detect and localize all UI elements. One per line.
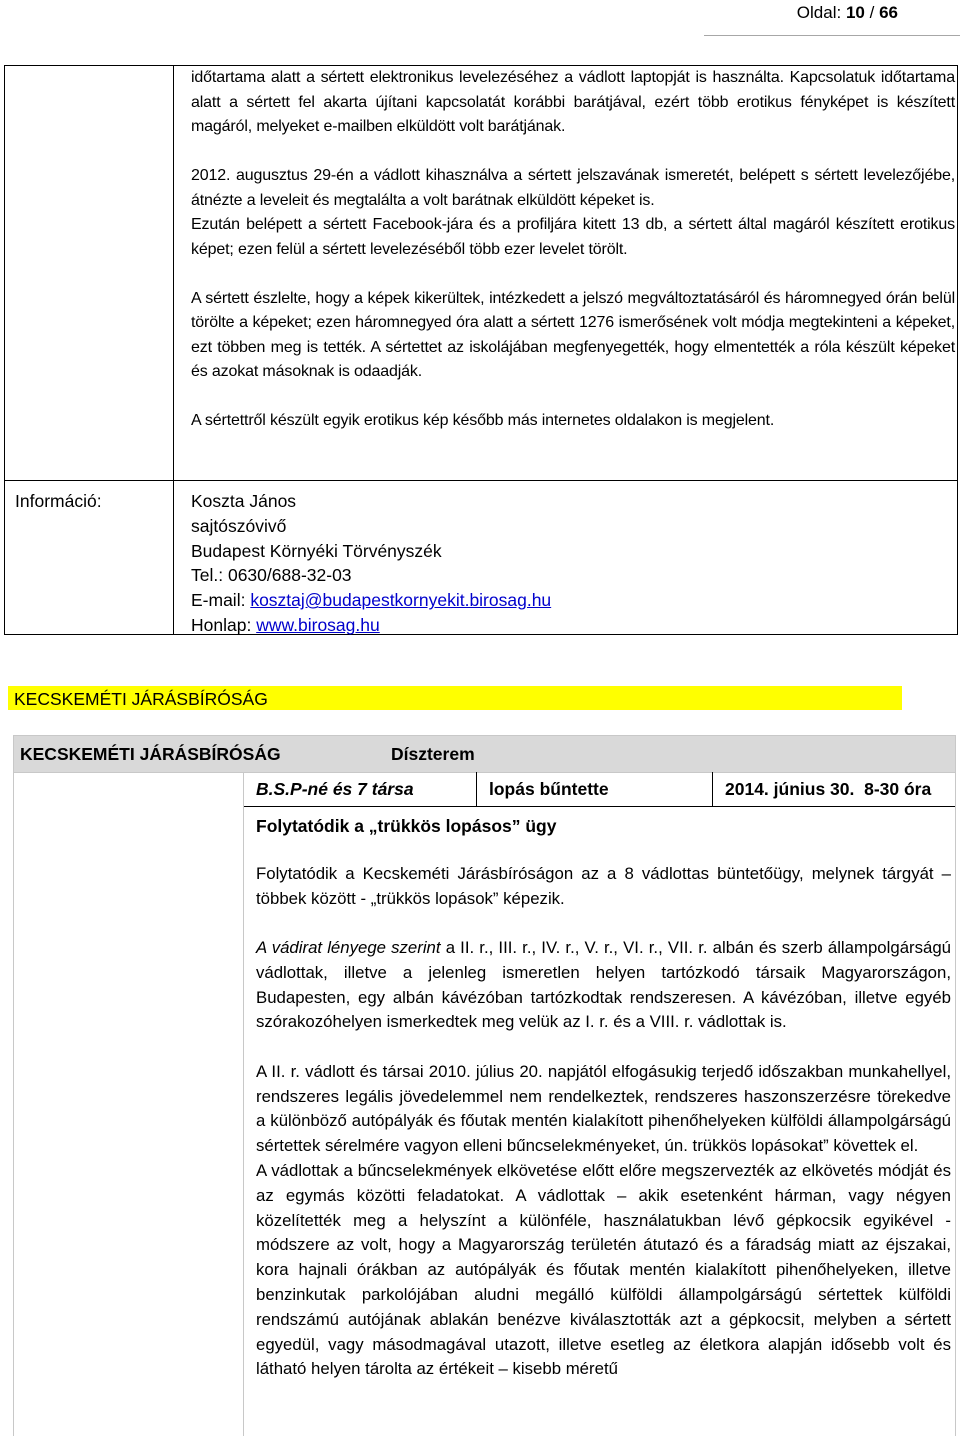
contact-info [191,489,551,638]
table-divider-vertical [173,66,174,634]
indictment-rest: a II. r., III. r., IV. r., V. r., VI. r., VII. r. albán és szerb állampolgárságú vádlottak, illetve a jelenleg ismeretlen helyen tartózkodó társaik Magyarországon, Budapesten, egy albán kávézóban tartózkodtak rendszeresen. A kávézóban, illetve egyéb szórakozóhelyen ismerkedtek meg velük az I. r. és a VIII. r. vádlottak is. [256,938,952,1032]
hearing-paragraph: A vádlottak a bűncselekmények elkövetése előtt előre megszervezték az elkövetés módját és az egymás közötti feladatokat. A vádlottak – akik esetenként hárman, vagy négyen közelítették meg a helyszínt a különféle, használatukban lévő gépkocsik egyikével - módszere az volt, hogy a Magyarország területén átutazó és a fáradság miatt az éjszakai, kora hajnali órákban az autópályák és főutak mentén kialakított pihenőhelyeken, illetve benzinkutak parkolójában aludni megálló külföldi állampolgárságú sértettek külföldi rendszámú autójának ablakán benézve kiválasztották azt a gépkocsit, melyben a sértett egyedül, vagy másodmagával utazott, illetve esetleg az életkora alapján idősebb volt és látható helyen tárolta az értékeit – kisebb méretű [256,1160,951,1379]
case-paragraph: 2012. augusztus 29-én a vádlott kihasználva a sértett jelszavának ismeretét, belépett s sértett levelezőjébe, átnézte a leveleit és megtalálta a volt barátnak elküldött képeket is. [191,167,955,209]
contact-role: sajtószóvivő [191,515,287,536]
case-paragraph: A sértettről készült egyik erotikus kép később más internetes oldalakon is megjelent. [191,412,775,429]
page-separator: / [869,3,875,22]
hearing-date: 2014. június 30. [725,779,855,799]
info-label: Információ: [15,491,102,511]
case-paragraph: Ezután belépett a sértett Facebook-jára és a profiljára kitett 13 db, a sértett által magáról készített erotikus képet; ezen felül a sértett levelezéséből több ezer levelet törölt. [191,216,955,258]
header-rule [704,35,960,36]
page-number [797,1,898,25]
hearing-divider [243,772,244,1436]
web-label: Honlap: [191,614,257,635]
case-paragraph: A sértett észlelte, hogy a képek kikerültek, intézkedett a jelszó megváltoztatásáról és háromnegyed órán belül törölte a képeket; ezen háromnegyed óra alatt a sértett 1276 ismerősének volt módja megtekinteni a képeket, ezt többen meg is tették. A sértettet az iskolájában megfenyegették, hogy elmentették a róla készült képeket és azokat másoknak is odaadják. [191,289,955,380]
contact-tel: Tel.: 0630/688-32-03 [191,565,352,586]
crime-cell [477,772,713,807]
hearing-intro: Folytatódik a Kecskeméti Járásbíróságon az a 8 vádlottas büntetőügy, melynek tárgyát – többek között - „trükkös lopások” képezik. [256,864,951,908]
email-link[interactable]: kosztaj@budapestkornyekit.birosag.hu [250,590,552,611]
hearing-case-row [244,772,955,808]
hearing-table [13,735,956,1436]
email-label: E-mail: [191,590,251,611]
section-banner-title: KECSKEMÉTI JÁRÁSBÍRÓSÁG [14,689,268,709]
hearing-court: KECSKEMÉTI JÁRÁSBÍRÓSÁG [20,744,281,764]
page-current: 10 [845,3,865,22]
web-link[interactable]: www.birosag.hu [256,614,380,635]
defendant-name: B.S.P-né és 7 társa [256,779,414,799]
hearing-room: Díszterem [391,744,475,764]
hearing-description [256,862,951,1382]
crime-name: lopás bűntette [489,779,609,799]
hearing-header [14,736,955,773]
table-divider-horizontal [5,480,957,481]
datetime-cell [713,772,955,807]
contact-court: Budapest Környéki Törvényszék [191,540,442,561]
hearing-paragraph: A II. r. vádlott és társai 2010. július 20. napjától elfogásukig terjedő időszakban munkahellyel, rendszeres legális jövedelemmel nem rendelkeztek, rendszeres haszonszerzésre törekedve a különböző autópályák és főutak mentén kialakított pihenőhelyeken külföldi állampolgárságú sértettek sérelmére vagyon elleni bűncselekményeket, ún. trükkös lopásokat” követtek el. [256,1061,951,1156]
case-description [191,66,955,434]
case-table [4,65,958,635]
section-banner [8,686,902,710]
page-total: 66 [879,3,898,22]
hearing-title: Folytatódik a „trükkös lopásos” ügy [256,816,557,836]
hearing-time: 8-30 óra [864,779,932,799]
case-paragraph: időtartama alatt a sértett elektronikus levelezéséhez a vádlott laptopját is használta. Kapcsolatuk időtartama alatt a sértett fel akarta újítani kapcsolatát korábbi barátjával, ezért több erotikus fényképet is készített magáról, melyeket e-mailben elküldött volt barátjának. [191,69,955,135]
indictment-lead: A vádirat lényege szerint [256,938,441,958]
indictment-paragraph [256,936,951,1035]
contact-web-row [191,613,551,638]
contact-name: Koszta János [191,491,297,511]
contact-email-row [191,588,551,613]
page-label: Oldal: [796,3,842,22]
defendant-cell [244,772,477,807]
